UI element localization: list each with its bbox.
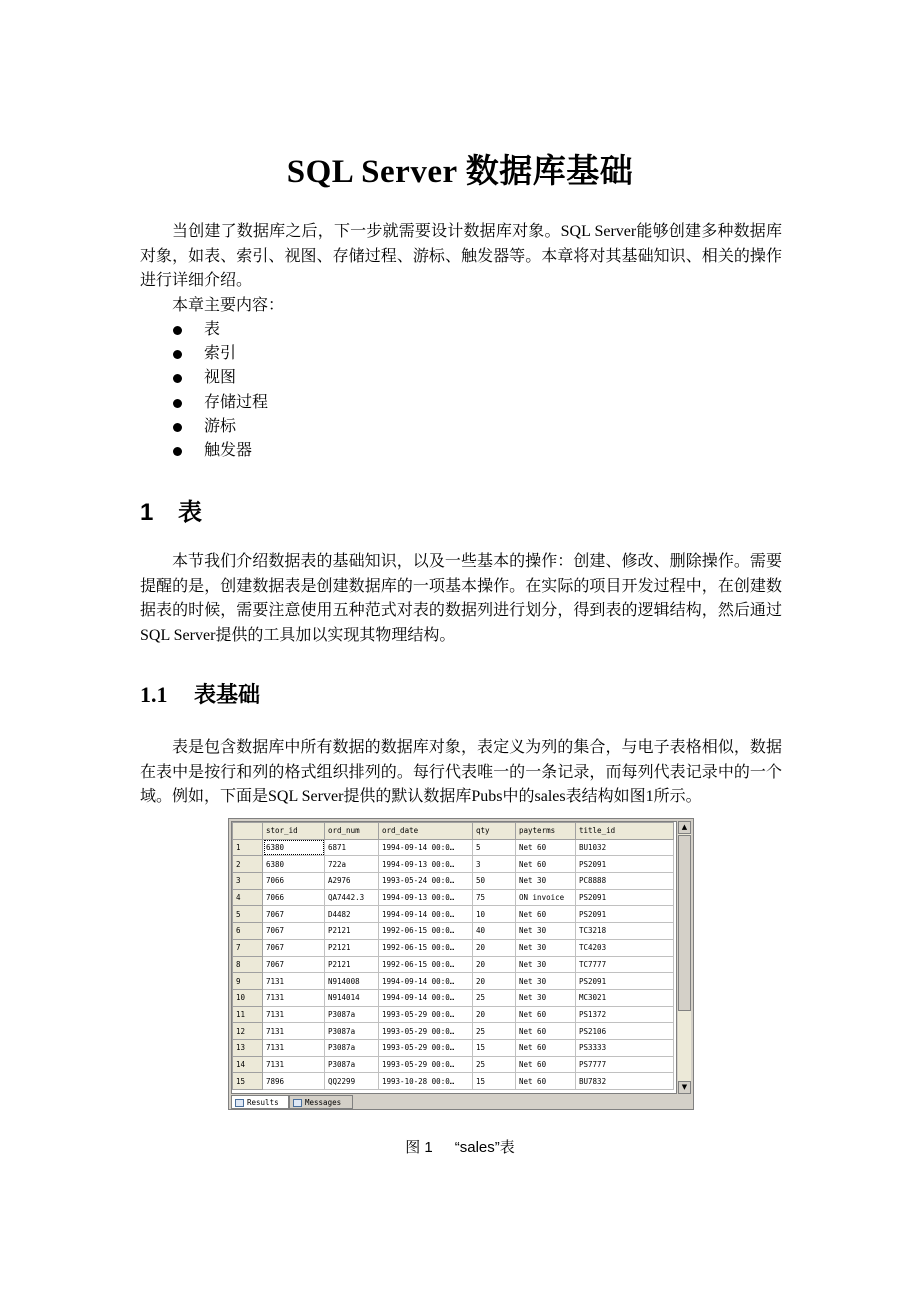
caption-label: 图 1 [405, 1139, 433, 1156]
table-cell[interactable]: 6380 [263, 856, 325, 873]
intro-paragraph: 当创建了数据库之后，下一步就需要设计数据库对象。SQL Server能够创建多种数据库对象，如表、索引、视图、存储过程、游标、触发器等。本章将对其基础知识、相关的操作进行详细介绍。 [140, 223, 782, 289]
table-cell[interactable]: Net 60 [516, 856, 576, 873]
table-row[interactable] [233, 923, 674, 940]
table-cell[interactable]: P2121 [325, 956, 379, 973]
table-cell[interactable]: Net 30 [516, 989, 576, 1006]
table-cell[interactable]: TC4203 [576, 939, 674, 956]
table-cell[interactable]: 1993-05-29 00:0… [379, 1039, 473, 1056]
table-row[interactable] [233, 889, 674, 906]
table-cell[interactable]: 7131 [263, 989, 325, 1006]
table-cell[interactable]: 50 [473, 873, 516, 890]
table-cell[interactable]: 20 [473, 939, 516, 956]
table-cell[interactable]: Net 60 [516, 906, 576, 923]
table-cell[interactable]: 3 [473, 856, 516, 873]
list-item: 表 [140, 318, 268, 342]
table-cell[interactable]: P2121 [325, 923, 379, 940]
column-header[interactable]: ord_num [325, 823, 379, 840]
row-number: 11 [233, 1006, 263, 1023]
table-row[interactable] [233, 856, 674, 873]
table-cell[interactable]: 7067 [263, 906, 325, 923]
table-cell[interactable]: 1994-09-13 00:0… [379, 856, 473, 873]
table-cell[interactable]: 1992-06-15 00:0… [379, 939, 473, 956]
table-cell[interactable]: P3087a [325, 1039, 379, 1056]
caption-text: “sales”表 [454, 1139, 515, 1156]
table-cell[interactable]: 25 [473, 1056, 516, 1073]
table-cell[interactable]: PC8888 [576, 873, 674, 890]
table-cell[interactable]: 20 [473, 956, 516, 973]
table-cell[interactable]: 7131 [263, 973, 325, 990]
bullet-icon [173, 447, 182, 456]
row-number: 3 [233, 873, 263, 890]
row-number: 2 [233, 856, 263, 873]
results-grid-window [228, 818, 694, 1110]
grid-icon [235, 1099, 244, 1107]
table-cell[interactable]: 20 [473, 973, 516, 990]
table-cell[interactable]: 5 [473, 839, 516, 856]
table-cell[interactable]: P3087a [325, 1023, 379, 1040]
section-number: 1 [140, 499, 154, 526]
table-cell[interactable]: 1994-09-13 00:0… [379, 889, 473, 906]
bullet-icon [173, 423, 182, 432]
table-cell[interactable]: Net 60 [516, 1073, 576, 1090]
table-row[interactable] [233, 839, 674, 856]
table-cell[interactable]: Net 60 [516, 1006, 576, 1023]
figure-caption [0, 1136, 920, 1157]
row-number-header [233, 823, 263, 840]
table-row[interactable] [233, 1039, 674, 1056]
column-header[interactable]: stor_id [263, 823, 325, 840]
page-title: SQL Server 数据库基础 [286, 154, 634, 190]
sales-table [232, 822, 674, 1090]
table-row[interactable] [233, 906, 674, 923]
bullet-icon [173, 326, 182, 335]
table-cell[interactable]: BU1032 [576, 839, 674, 856]
row-number: 9 [233, 973, 263, 990]
table-cell[interactable]: BU7832 [576, 1073, 674, 1090]
section-title: 表基础 [194, 682, 261, 707]
list-item: 索引 [140, 342, 268, 366]
table-cell[interactable]: 15 [473, 1073, 516, 1090]
bullet-icon [173, 399, 182, 408]
table-cell[interactable]: 7896 [263, 1073, 325, 1090]
table-cell[interactable]: 6380 [263, 839, 325, 856]
table-row[interactable] [233, 873, 674, 890]
list-item: 存储过程 [140, 391, 268, 415]
table-cell[interactable]: 7131 [263, 1006, 325, 1023]
table-cell[interactable]: P3087a [325, 1056, 379, 1073]
row-number: 6 [233, 923, 263, 940]
tab-messages[interactable]: Messages [289, 1095, 353, 1109]
section-title: 表 [178, 499, 202, 526]
table-cell[interactable]: 10 [473, 906, 516, 923]
table-cell[interactable]: Net 30 [516, 956, 576, 973]
table-cell[interactable]: PS2091 [576, 856, 674, 873]
scrollbar-thumb[interactable] [678, 835, 691, 1011]
scroll-up-icon[interactable]: ▲ [678, 821, 691, 834]
table-cell[interactable]: Net 30 [516, 973, 576, 990]
table-cell[interactable]: N914014 [325, 989, 379, 1006]
table-cell[interactable]: PS2091 [576, 889, 674, 906]
row-number: 7 [233, 939, 263, 956]
column-header[interactable]: payterms [516, 823, 576, 840]
table-cell[interactable]: P2121 [325, 939, 379, 956]
table-cell[interactable]: 7131 [263, 1023, 325, 1040]
list-item: 触发器 [140, 439, 268, 463]
row-number: 8 [233, 956, 263, 973]
table-cell[interactable]: 6871 [325, 839, 379, 856]
table-cell[interactable]: 7066 [263, 889, 325, 906]
table-cell[interactable]: Net 60 [516, 1023, 576, 1040]
table-cell[interactable]: 25 [473, 1023, 516, 1040]
vertical-scrollbar[interactable] [678, 821, 691, 1094]
table-row[interactable] [233, 989, 674, 1006]
table-cell[interactable]: 7131 [263, 1039, 325, 1056]
row-number: 15 [233, 1073, 263, 1090]
table-cell[interactable]: 7067 [263, 939, 325, 956]
table-cell[interactable]: ON invoice [516, 889, 576, 906]
table-cell[interactable]: 7067 [263, 923, 325, 940]
table-row[interactable] [233, 1073, 674, 1090]
table-cell[interactable]: PS3333 [576, 1039, 674, 1056]
table-cell[interactable]: MC3021 [576, 989, 674, 1006]
table-cell[interactable]: 7131 [263, 1056, 325, 1073]
table-cell[interactable]: 1992-06-15 00:0… [379, 923, 473, 940]
table-cell[interactable]: PS1372 [576, 1006, 674, 1023]
contents-list [140, 318, 268, 463]
table-cell[interactable]: 1994-09-14 00:0… [379, 906, 473, 923]
table-cell[interactable]: 1994-09-14 00:0… [379, 989, 473, 1006]
table-cell[interactable]: Net 60 [516, 1056, 576, 1073]
list-item: 游标 [140, 415, 268, 439]
table-cell[interactable]: 1993-05-29 00:0… [379, 1056, 473, 1073]
table-cell[interactable]: 1994-09-14 00:0… [379, 839, 473, 856]
table-cell[interactable]: A2976 [325, 873, 379, 890]
tab-results[interactable]: Results [231, 1095, 289, 1109]
table-row[interactable] [233, 1023, 674, 1040]
table-cell[interactable]: 25 [473, 989, 516, 1006]
bullet-icon [173, 374, 182, 383]
table-cell[interactable]: 722a [325, 856, 379, 873]
row-number: 1 [233, 839, 263, 856]
column-header[interactable]: ord_date [379, 823, 473, 840]
table-cell[interactable]: QA7442.3 [325, 889, 379, 906]
table-cell[interactable]: TC7777 [576, 956, 674, 973]
bullet-icon [173, 350, 182, 359]
results-grid[interactable] [231, 821, 677, 1094]
table-cell[interactable]: N914008 [325, 973, 379, 990]
table-row[interactable] [233, 973, 674, 990]
table-cell[interactable]: TC3218 [576, 923, 674, 940]
row-number: 4 [233, 889, 263, 906]
table-cell[interactable]: PS2091 [576, 906, 674, 923]
row-number: 10 [233, 989, 263, 1006]
table-cell[interactable]: 1992-06-15 00:0… [379, 956, 473, 973]
table-cell[interactable]: 1994-09-14 00:0… [379, 973, 473, 990]
section-heading-1 [140, 492, 202, 527]
table-row[interactable] [233, 956, 674, 973]
table-cell[interactable]: 40 [473, 923, 516, 940]
table-cell[interactable]: QQ2299 [325, 1073, 379, 1090]
table-row[interactable] [233, 939, 674, 956]
table-cell[interactable]: D4482 [325, 906, 379, 923]
row-number: 14 [233, 1056, 263, 1073]
table-cell[interactable]: 1993-05-29 00:0… [379, 1023, 473, 1040]
table-cell[interactable]: PS2091 [576, 973, 674, 990]
column-header[interactable]: qty [473, 823, 516, 840]
table-cell[interactable]: 7067 [263, 956, 325, 973]
table-cell[interactable]: Net 60 [516, 839, 576, 856]
table-cell[interactable]: 1993-10-28 00:0… [379, 1073, 473, 1090]
table-row[interactable] [233, 1006, 674, 1023]
table-cell[interactable]: Net 30 [516, 923, 576, 940]
section-1-1-paragraph: 表是包含数据库中所有数据的数据库对象，表定义为列的集合，与电子表格相似，数据在表中是按行和列的格式组织排列的。每行代表唯一的一条记录，而每列代表记录中的一个域。例如，下面是SQL Server提供的默认数据库Pubs中的sales表结构如图1所示。 [140, 739, 782, 805]
table-cell[interactable]: 7066 [263, 873, 325, 890]
table-cell[interactable]: Net 60 [516, 1039, 576, 1056]
section-number: 1.1 [140, 682, 168, 707]
table-cell[interactable]: Net 30 [516, 873, 576, 890]
table-row[interactable] [233, 1056, 674, 1073]
table-cell[interactable]: 15 [473, 1039, 516, 1056]
column-header[interactable]: title_id [576, 823, 674, 840]
row-number: 12 [233, 1023, 263, 1040]
contents-label: 本章主要内容： [172, 297, 285, 314]
messages-icon [293, 1099, 302, 1107]
table-cell[interactable]: 1993-05-24 00:0… [379, 873, 473, 890]
table-cell[interactable]: Net 30 [516, 939, 576, 956]
table-header-row [233, 823, 674, 840]
table-cell[interactable]: PS7777 [576, 1056, 674, 1073]
table-cell[interactable]: PS2106 [576, 1023, 674, 1040]
row-number: 13 [233, 1039, 263, 1056]
section-1-paragraph: 本节我们介绍数据表的基础知识，以及一些基本的操作：创建、修改、删除操作。需要提醒的是，创建数据表是创建数据库的一项基本操作。在实际的项目开发过程中，在创建数据表的时候，需要注意使用五种范式对表的数据列进行划分，得到表的逻辑结构，然后通过SQL Server提供的工具加以实现其物理结构。 [140, 553, 782, 644]
table-cell[interactable]: 20 [473, 1006, 516, 1023]
table-cell[interactable]: P3087a [325, 1006, 379, 1023]
list-item: 视图 [140, 366, 268, 390]
scroll-down-icon[interactable]: ▼ [678, 1081, 691, 1094]
section-heading-1-1 [140, 678, 260, 709]
row-number: 5 [233, 906, 263, 923]
table-cell[interactable]: 75 [473, 889, 516, 906]
table-cell[interactable]: 1993-05-29 00:0… [379, 1006, 473, 1023]
